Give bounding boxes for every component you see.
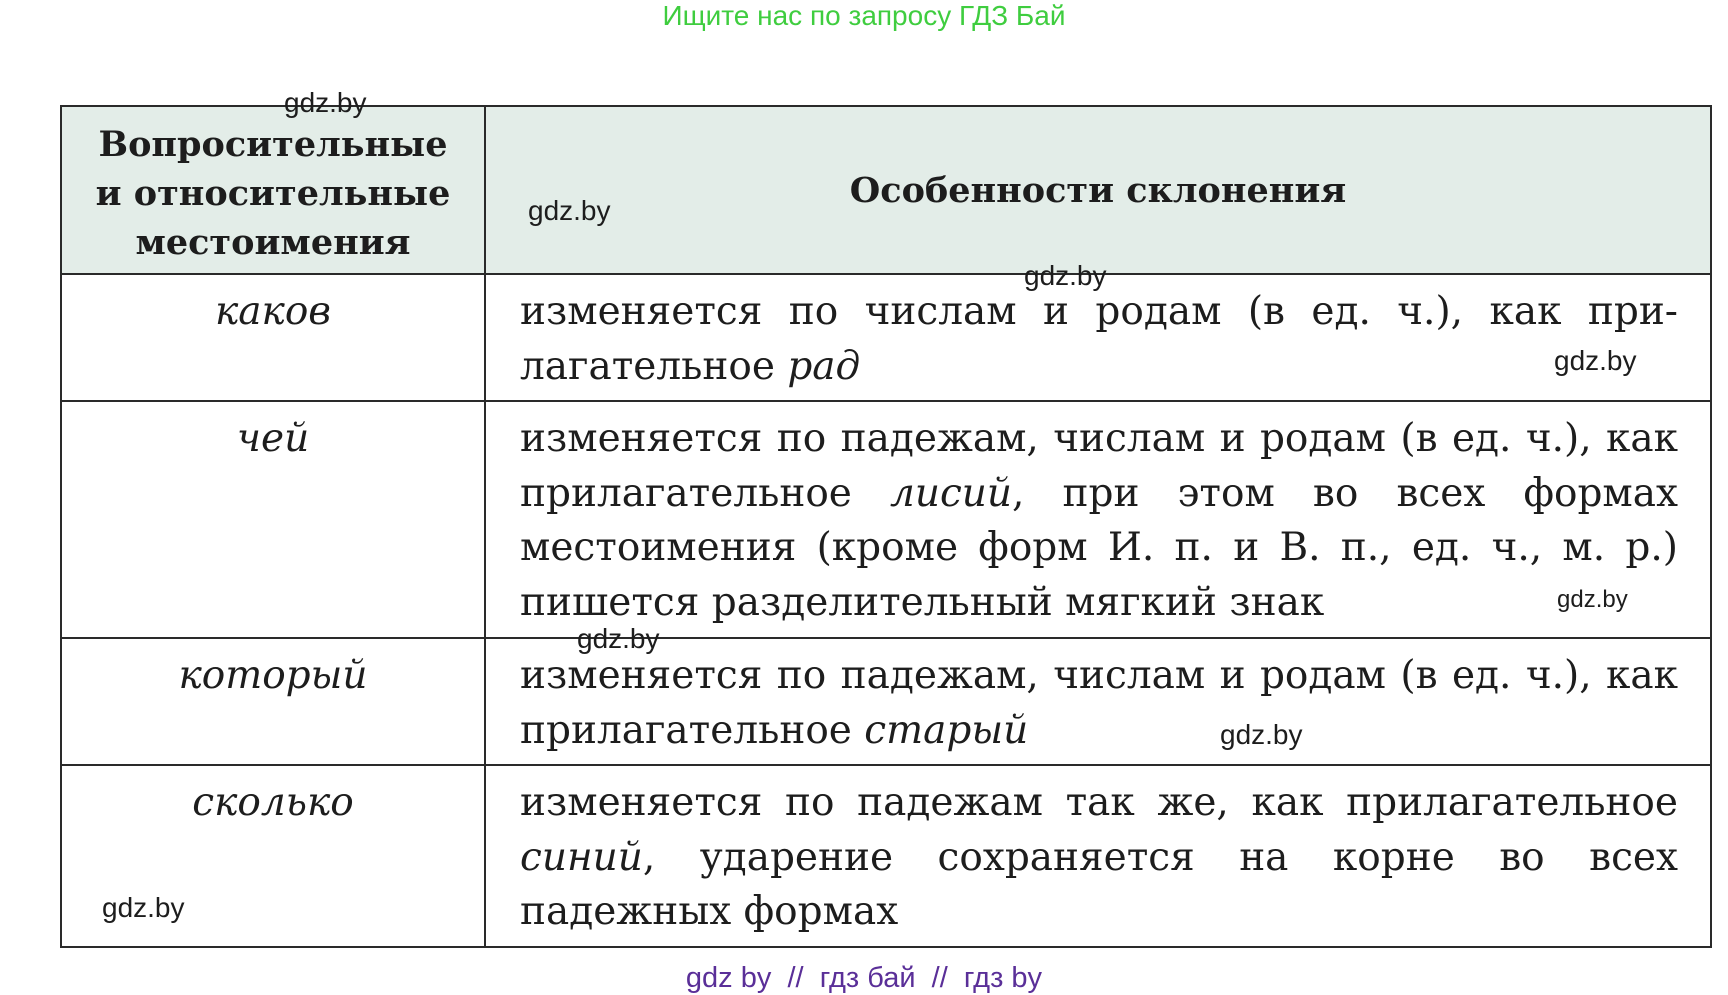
description-cell	[485, 401, 1711, 638]
description-text-end: , при этом во всех формах местоимения (кроме форм И. п. и В. п., ед. ч., м. р.) пишется разделительный мягкий знак	[520, 470, 1679, 625]
table-row	[61, 638, 1711, 765]
example-word: старый	[864, 707, 1029, 753]
pronoun-cell: сколько	[61, 765, 485, 947]
header-pronouns	[61, 106, 485, 274]
description-cell	[485, 638, 1711, 765]
pronoun-cell: каков	[61, 274, 485, 401]
footer-links: gdz by // гдз бай // гдз by	[685, 962, 1043, 994]
header-declension: Особенности склонения	[485, 106, 1711, 274]
watermark: gdz.by	[1557, 586, 1628, 613]
description-cell	[485, 274, 1711, 401]
example-word: рад	[787, 343, 861, 389]
header-pronouns-line-2: и относительные	[95, 172, 451, 214]
watermark: gdz.by	[528, 195, 611, 226]
watermark: gdz.by	[102, 892, 185, 923]
description-text: изменяется по падежам, числам и родам (в ед. ч.), как прилагательное	[520, 653, 1678, 753]
table-header-row	[61, 106, 1711, 274]
table-row	[61, 765, 1711, 947]
watermark: gdz.by	[1024, 260, 1107, 291]
watermark: gdz.by	[284, 87, 367, 118]
pronoun-cell: чей	[61, 401, 485, 638]
description-cell	[485, 765, 1711, 947]
example-word: синий	[520, 834, 643, 880]
top-banner: Ищите нас по запросу ГДЗ Бай	[662, 0, 1066, 31]
pronoun-cell: который	[61, 638, 485, 765]
example-word: лисий	[890, 470, 1013, 516]
description-text: изменяется по падежам, числам и родам (в ед. ч.), как прилагательное	[520, 416, 1678, 516]
header-pronouns-line-3: местоимения	[135, 221, 411, 263]
header-pronouns-line-1: Вопросительные	[98, 123, 448, 165]
table-row	[61, 274, 1711, 401]
table-row	[61, 401, 1711, 638]
watermark: gdz.by	[1220, 719, 1303, 750]
pronoun-table	[60, 105, 1710, 939]
description-text: изменяется по падежам так же, как прилагательное	[520, 780, 1678, 825]
description-text: изменяется по числам и родам (в ед. ч.), как при-лагательное	[520, 289, 1678, 389]
watermark: gdz.by	[1554, 345, 1637, 376]
watermark: gdz.by	[577, 623, 660, 654]
description-text-end: , ударение сохраняется на корне во всех падежных формах	[520, 834, 1678, 934]
